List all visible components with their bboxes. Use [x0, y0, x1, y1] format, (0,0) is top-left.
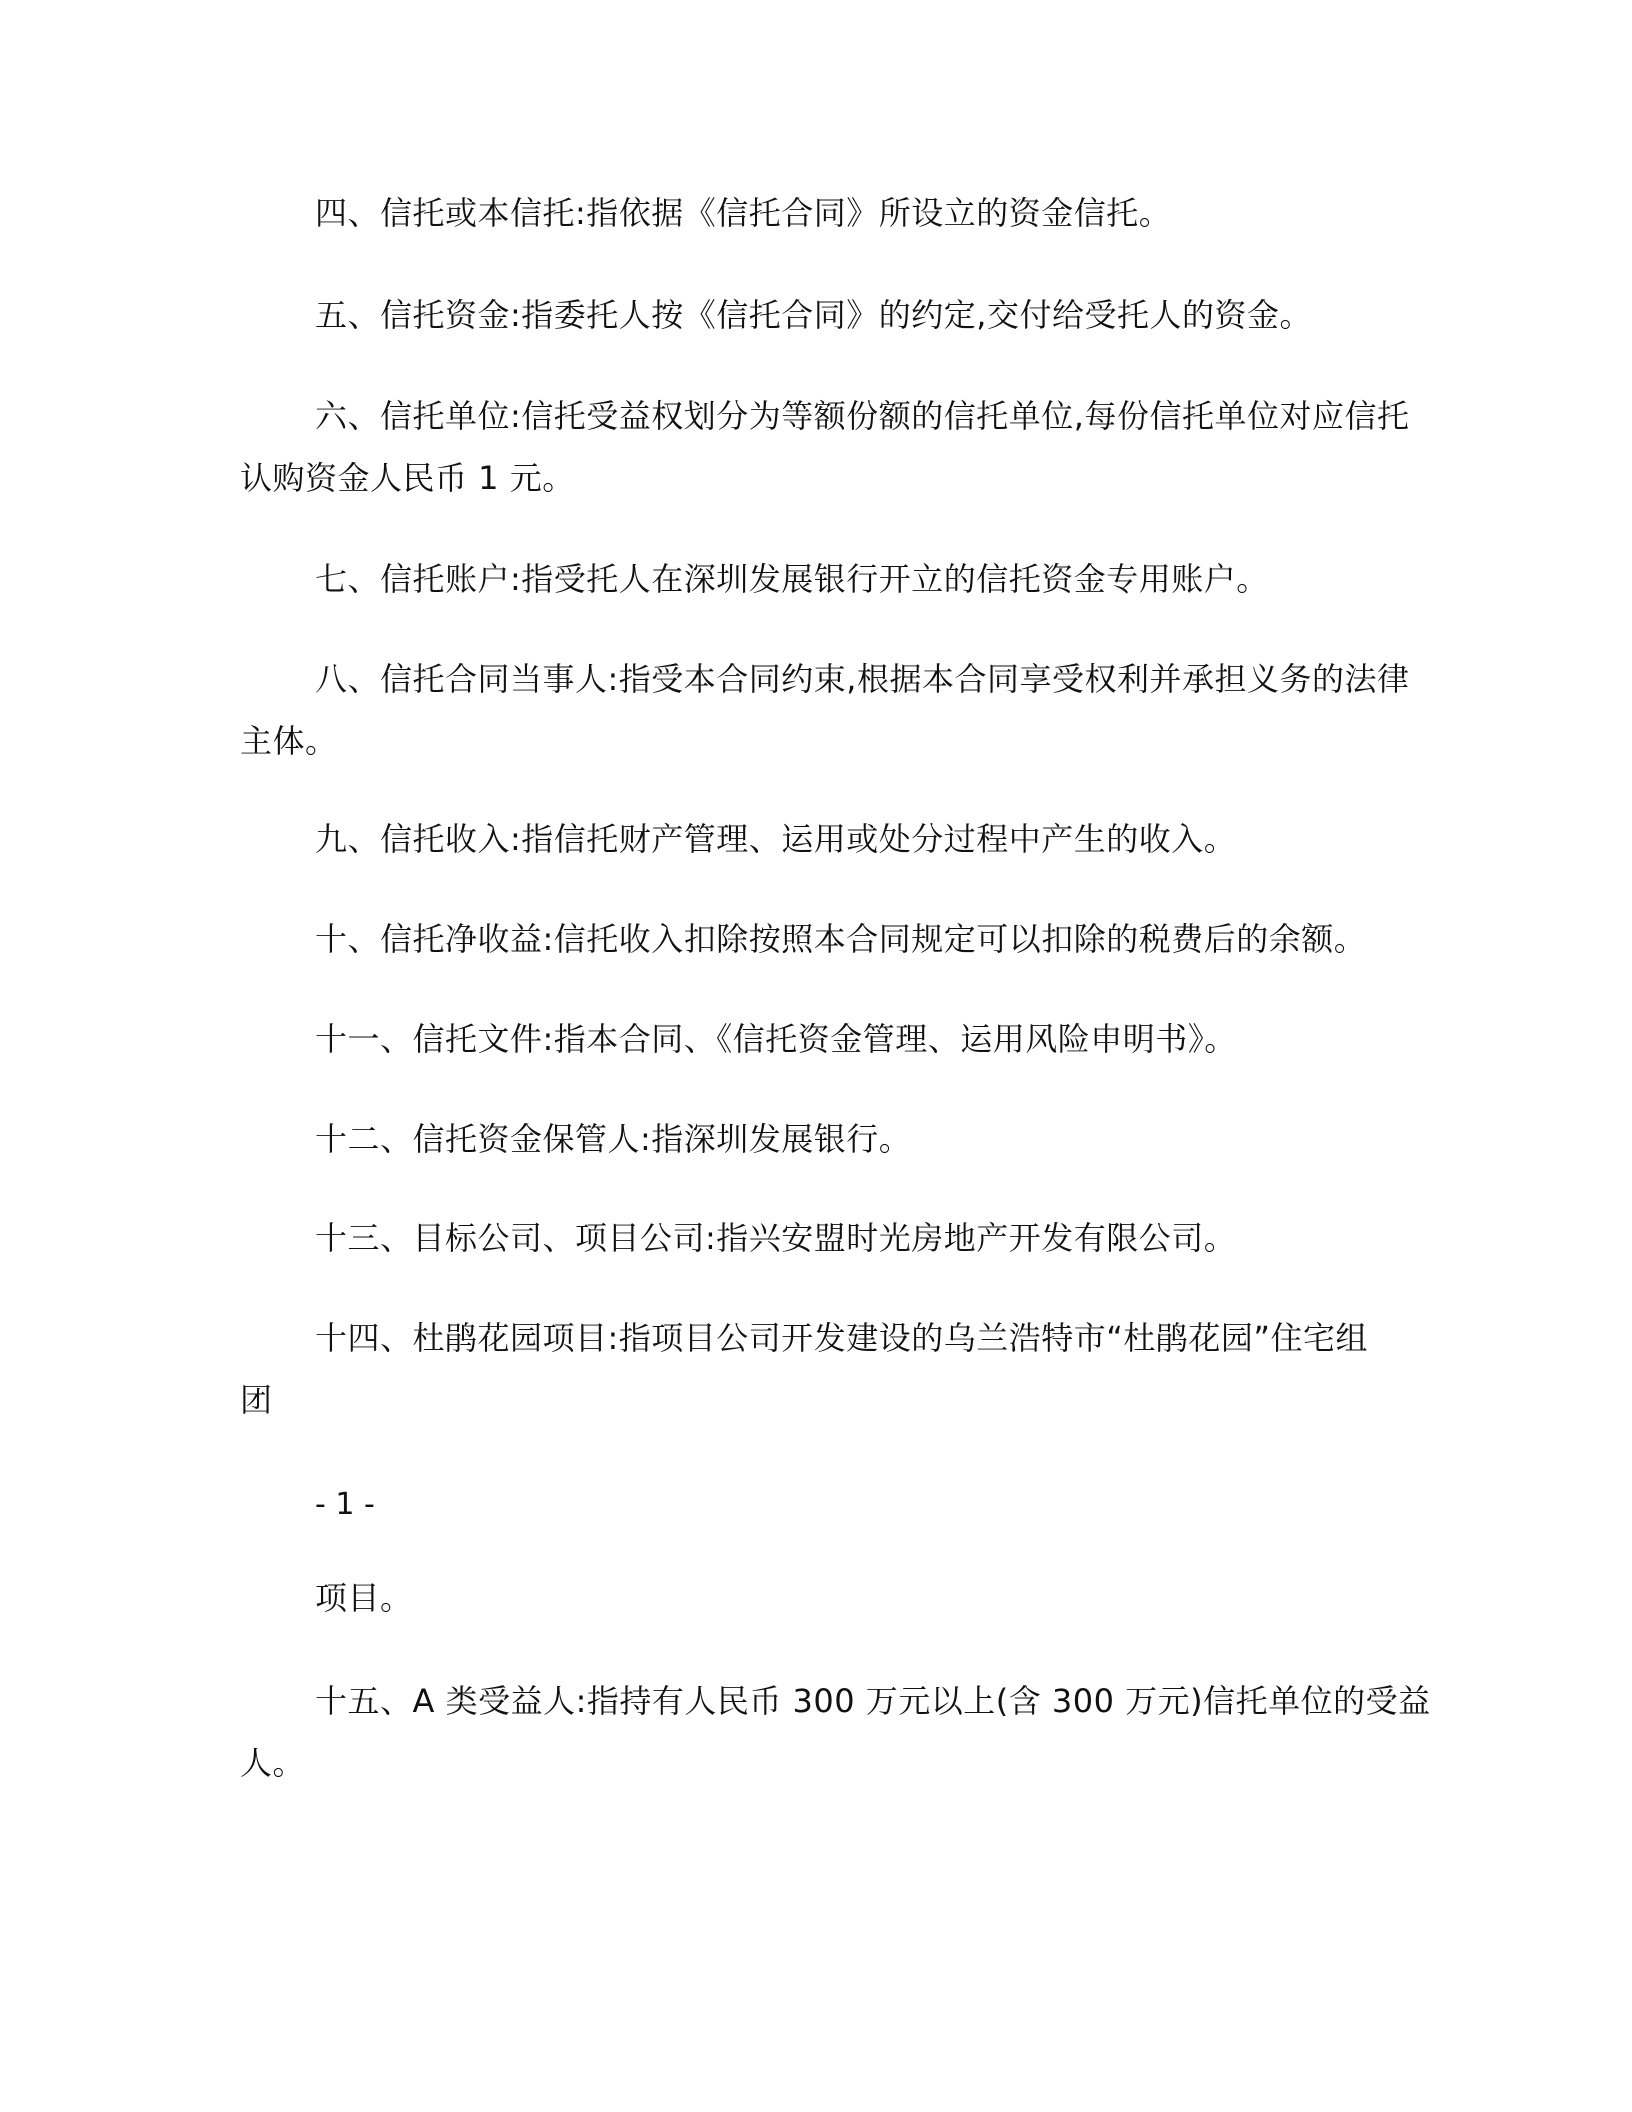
clause-6	[240, 385, 1410, 509]
clause-15	[240, 1670, 1431, 1794]
clause-line: 九、信托收入:指信托财产管理、运用或处分过程中产生的收入。	[315, 820, 1237, 858]
clause-line: 十三、目标公司、项目公司:指兴安盟时光房地产开发有限公司。	[315, 1219, 1237, 1257]
clause-line: 五、信托资金:指委托人按《信托合同》的约定,交付给受托人的资金。	[315, 296, 1312, 334]
clause-line: 十五、A 类受益人:指持有人民币 300 万元以上(含 300 万元)信托单位的受益	[315, 1682, 1431, 1720]
clause-line-continued: 人。	[240, 1744, 306, 1782]
clause-line: 四、信托或本信托:指依据《信托合同》所设立的资金信托。	[315, 194, 1172, 232]
clause-line-continued: 团	[240, 1381, 273, 1419]
clause-8	[240, 648, 1410, 772]
clause-line: 七、信托账户:指受托人在深圳发展银行开立的信托资金专用账户。	[315, 560, 1269, 598]
clause-line: 十、信托净收益:信托收入扣除按照本合同规定可以扣除的税费后的余额。	[315, 920, 1367, 958]
clause-line: 十四、杜鹃花园项目:指项目公司开发建设的乌兰浩特市“杜鹃花园”住宅组	[315, 1319, 1368, 1357]
clause-line-continued: 认购资金人民币 1 元。	[240, 459, 575, 497]
page-number: - 1 -	[315, 1487, 375, 1522]
clause-line: 八、信托合同当事人:指受本合同约束,根据本合同享受权利并承担义务的法律	[315, 660, 1410, 698]
clause-line: 六、信托单位:信托受益权划分为等额份额的信托单位,每份信托单位对应信托	[315, 397, 1410, 435]
clause-line-continued: 主体。	[240, 722, 338, 760]
clause-12	[240, 1108, 1390, 1170]
clause-line: 项目。	[315, 1579, 413, 1617]
clause-11	[240, 1008, 1390, 1070]
clause-line: 十一、信托文件:指本合同、《信托资金管理、运用风险申明书》。	[315, 1020, 1237, 1058]
clause-5	[240, 284, 1390, 346]
clause-14-continuation	[240, 1567, 1390, 1629]
clause-13	[240, 1207, 1390, 1269]
clause-10	[240, 908, 1390, 970]
clause-7	[240, 548, 1390, 610]
clause-9	[240, 808, 1390, 870]
clause-line: 十二、信托资金保管人:指深圳发展银行。	[315, 1120, 912, 1158]
clause-14	[240, 1307, 1390, 1431]
clause-4	[240, 182, 1390, 244]
